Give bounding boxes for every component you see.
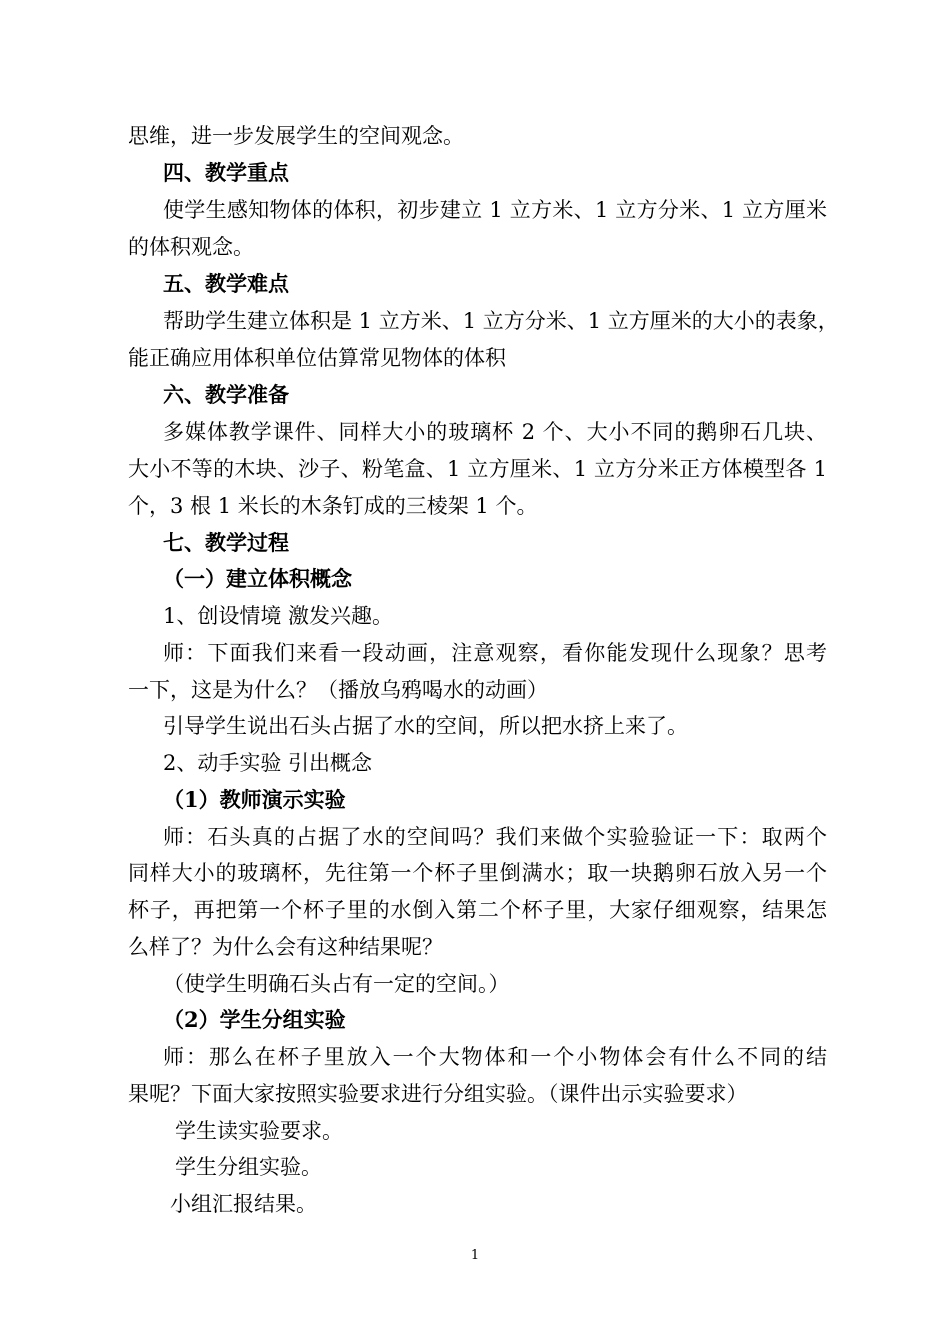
text-line: 2、动手实验 引出概念 xyxy=(163,751,373,775)
section-heading: 五、教学难点 xyxy=(163,271,289,296)
text-line: 么样了？为什么会有这种结果呢？ xyxy=(128,935,443,959)
text-line: 一下，这是为什么？（播放乌鸦喝水的动画） xyxy=(128,678,548,702)
text-line: 能正确应用体积单位估算常见物体的体积 xyxy=(128,346,506,370)
text-line: 思维，进一步发展学生的空间观念。 xyxy=(128,124,464,148)
text-line: 同样大小的玻璃杯，先往第一个杯子里倒满水；取一块鹅卵石放入另一个 xyxy=(128,861,827,885)
text-line: 果呢？下面大家按照实验要求进行分组实验。（课件出示实验要求） xyxy=(128,1082,748,1106)
text-line: 使学生感知物体的体积，初步建立 1 立方米、1 立方分米、1 立方厘米 xyxy=(163,198,827,222)
text-line: （使学生明确石头占有一定的空间。） xyxy=(163,972,510,996)
text-line: 小组汇报结果。 xyxy=(170,1192,317,1216)
text-line: 1、创设情境 激发兴趣。 xyxy=(163,604,394,628)
subsection-heading: （1）教师演示实验 xyxy=(163,787,346,812)
subsection-heading: （2）学生分组实验 xyxy=(163,1007,346,1032)
text-line: 师：下面我们来看一段动画，注意观察，看你能发现什么现象？思考 xyxy=(163,641,827,665)
section-heading: 六、教学准备 xyxy=(163,382,289,407)
text-line: 学生读实验要求。 xyxy=(175,1119,343,1143)
subsection-heading: （一）建立体积概念 xyxy=(163,566,352,591)
text-line: 师：那么在杯子里放入一个大物体和一个小物体会有什么不同的结 xyxy=(163,1045,827,1069)
text-line: 多媒体教学课件、同样大小的玻璃杯 2 个、大小不同的鹅卵石几块、 xyxy=(163,420,827,444)
text-line: 大小不等的木块、沙子、粉笔盒、1 立方厘米、1 立方分米正方体模型各 1 xyxy=(128,457,827,481)
text-line: 帮助学生建立体积是 1 立方米、1 立方分米、1 立方厘米的大小的表象， xyxy=(163,309,839,333)
text-line: 学生分组实验。 xyxy=(175,1155,322,1179)
text-line: 个，3 根 1 米长的木条钉成的三棱架 1 个。 xyxy=(128,494,538,518)
text-line: 的体积观念。 xyxy=(128,235,254,259)
text-line: 师：石头真的占据了水的空间吗？我们来做个实验验证一下：取两个 xyxy=(163,825,827,849)
text-line: 杯子，再把第一个杯子里的水倒入第二个杯子里，大家仔细观察，结果怎 xyxy=(128,898,827,922)
section-heading: 四、教学重点 xyxy=(163,160,289,185)
text-line: 引导学生说出石头占据了水的空间，所以把水挤上来了。 xyxy=(163,714,688,738)
section-heading: 七、教学过程 xyxy=(163,530,289,555)
page-number: 1 xyxy=(470,1248,480,1263)
